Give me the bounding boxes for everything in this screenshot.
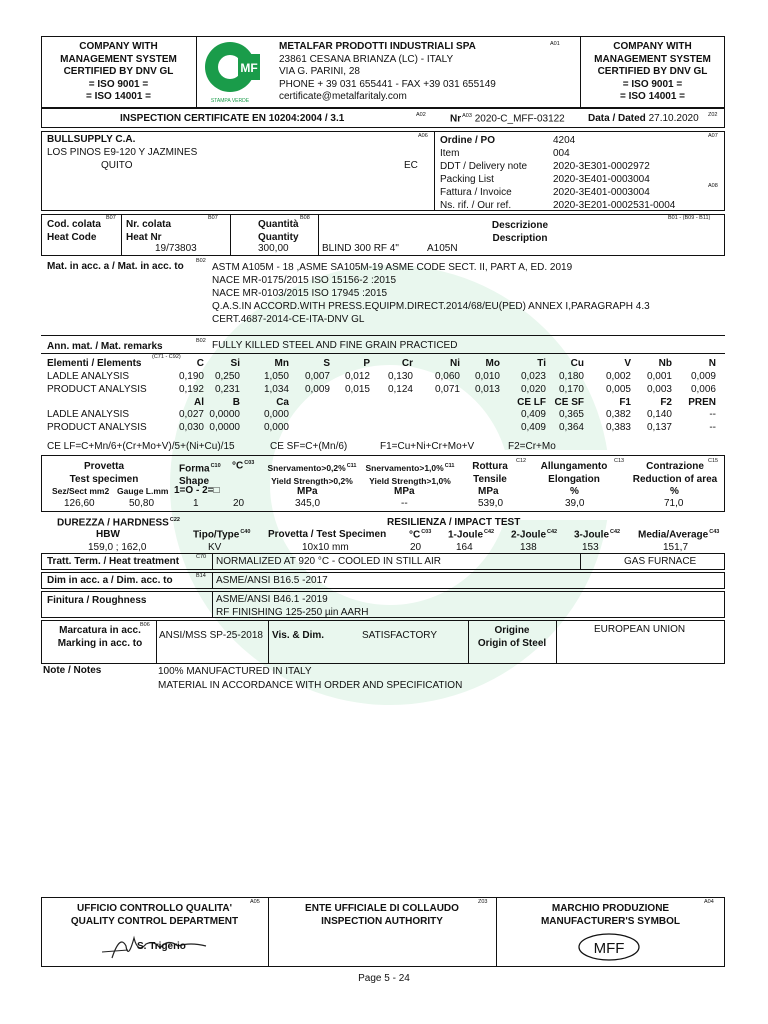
element-header-9: Cu	[570, 358, 584, 369]
qc-department: UFFICIO CONTROLLO QUALITA' QUALITY CONTROL DEPARTMENT	[70, 903, 239, 927]
grade-value: A105N	[427, 243, 458, 254]
order-labels: Ordine / PO Item DDT / Delivery note Packing List Fattura / Invoice Ns. rif. / Our ref.	[440, 135, 528, 211]
ladle-value-8: 0,023	[520, 371, 546, 382]
formula-ce-sf: CE SF=C+(Mn/6)	[270, 441, 348, 452]
notes-label: Note / Notes	[43, 665, 102, 676]
description-header: Descrizione Description	[491, 220, 549, 244]
marking-value: ANSI/MSS SP-25-2018	[159, 630, 263, 641]
ladle-value-3-2: 0,382	[605, 409, 631, 420]
ladle-value-2-0: 0,027	[178, 409, 204, 420]
mff-symbol-icon	[576, 932, 642, 962]
product-value-2: 1,034	[263, 384, 289, 395]
element-header-3-0: CE LF	[517, 397, 546, 408]
ladle-value-3-0: 0,409	[520, 409, 546, 420]
ladle-value-7: 0,010	[474, 371, 500, 382]
ladle-value-2: 1,050	[263, 371, 289, 382]
element-header-5: Cr	[401, 358, 413, 369]
product-value-4: 0,015	[344, 384, 370, 395]
cert-left: COMPANY WITH MANAGEMENT SYSTEM CERTIFIED BY DNV GL = ISO 9001 = = ISO 14001 =	[60, 41, 177, 102]
yield02-header: Snervamento>0,2%$^{C11}$ Yield Strength>0,2%	[267, 462, 357, 486]
joule2-value: 138	[520, 542, 537, 553]
tensile-value: 539,0	[478, 498, 504, 509]
yield10-header: Snervamento>1,0%$^{C11}$ Yield Strength>1,0%	[365, 462, 455, 486]
dim-value: ASME/ANSI B16.5 -2017	[216, 575, 328, 586]
product-value-9: 0,170	[558, 384, 584, 395]
ladle-value-6: 0,060	[434, 371, 460, 382]
ladle-label-2: LADLE ANALYSIS	[47, 409, 130, 420]
material-specs: ASTM A105M - 18 ,ASME SA105M-19 ASME CODE SECT. II, PART A, ED. 2019 NACE MR-0175/2015 ISO 15156-2 :2015 NACE MR-0103/2015 ISO 17945 :2015 Q.A.S.IN ACCORD.WITH PRESS.EQUIPM.DIRECT.2014/68/EU(PED) ANNEX I,PARAGRAPH 4.3 CERT.4687-2014-CE-ITA-DNV GL	[212, 262, 650, 325]
shape-value: 1	[193, 498, 199, 509]
element-header-10: V	[624, 358, 631, 369]
product-label: PRODUCT ANALYSIS	[47, 384, 147, 395]
impact-specimen-value: 10x10 mm	[302, 542, 349, 553]
reduction-value: 71,0	[664, 498, 684, 509]
customer-address: LOS PINOS E9-120 Y JAZMINES	[47, 147, 198, 158]
product-value-3-0: 0,409	[520, 422, 546, 433]
order-values: 4204 004 2020-3E301-0002972 2020-3E401-0003004 2020-3E401-0003004 2020-3E201-0002531-0004	[553, 135, 676, 211]
manufacturer-symbol-label: MARCHIO PRODUZIONE MANUFACTURER'S SYMBOL	[540, 903, 681, 927]
impact-temp-value: 20	[410, 542, 422, 553]
heat-treatment-value: NORMALIZED AT 920 °C - COOLED IN STILL AIR	[216, 556, 441, 567]
product-value-3: 0,009	[304, 384, 330, 395]
elements-label: Elementi / Elements	[47, 358, 142, 369]
inspection-authority: ENTE UFFICIALE DI COLLAUDO INSPECTION AUTHORITY	[305, 903, 459, 927]
ladle-value-5: 0,130	[387, 371, 413, 382]
finish-value: ASME/ANSI B46.1 -2019 RF FINISHING 125-250 µin AARH	[216, 594, 369, 618]
quantity-header: Quantità Quantity	[258, 219, 299, 243]
quantity-value: 300,00	[258, 243, 289, 254]
average-value: 151,7	[663, 542, 689, 553]
description-value: BLIND 300 RF 4"	[322, 243, 399, 254]
element-header-7: Mo	[485, 358, 500, 369]
customer-city: QUITO	[101, 160, 133, 171]
ladle-value-1: 0,250	[214, 371, 240, 382]
product-value-2-0: 0,030	[178, 422, 204, 433]
element-header-3: S	[323, 358, 330, 369]
heat-nr-header: Nr. colata Heat Nr	[126, 219, 172, 243]
product-value-3-1: 0,364	[558, 422, 584, 433]
formula-ce-lf: CE LF=C+Mn/6+(Cr+Mo+V)/5+(Ni+Cu)/15	[47, 441, 235, 452]
element-header-3-1: CE SF	[554, 397, 584, 408]
gauge-value: 50,80	[129, 498, 155, 509]
ladle-value-11: 0,001	[646, 371, 672, 382]
element-header-8: Ti	[537, 358, 546, 369]
material-label: Mat. in acc. a / Mat. in acc. to	[47, 261, 184, 272]
element-header-3-3: F2	[660, 397, 672, 408]
ladle-value-3: 0,007	[304, 371, 330, 382]
elongation-header: Allungamento Elongation	[540, 461, 608, 485]
temp-header: $^\circ C^{C03}$	[232, 460, 255, 472]
shape-options: 1=O - 2=□	[174, 485, 220, 496]
element-header-11: Nb	[658, 358, 672, 369]
tensile-header: Rottura Tensile	[472, 461, 508, 485]
element-header-2-1: B	[232, 397, 240, 408]
product-value-10: 0,005	[605, 384, 631, 395]
element-header-3-2: F1	[619, 397, 631, 408]
product-value-6: 0,071	[434, 384, 460, 395]
formula-f2: F2=Cr+Mo	[508, 441, 556, 452]
element-header-2-2: Ca	[276, 397, 289, 408]
company-info: METALFAR PRODOTTI INDUSTRIALI SPA 23861 CESANA BRIANZA (LC) - ITALY VIA G. PARINI, 28 PHONE + 39 031 655441 - FAX +39 031 655149 certificate@metalfaritaly.com	[279, 41, 496, 102]
customer-name: BULLSUPPLY C.A.	[47, 134, 136, 145]
section-value: 126,60	[64, 498, 95, 509]
shape-header: Forma$^{C10}$ Shape	[179, 463, 221, 488]
product-value-1: 0,231	[214, 384, 240, 395]
element-header-0: C	[196, 358, 204, 369]
impact-label: RESILIENZA / IMPACT TEST	[387, 517, 521, 528]
product-value-8: 0,020	[520, 384, 546, 395]
notes-text: 100% MANUFACTURED IN ITALY MATERIAL IN ACCORDANCE WITH ORDER AND SPECIFICATION	[158, 666, 463, 691]
product-value-2-1: 0,0000	[209, 422, 240, 433]
company-logo	[200, 40, 272, 104]
product-value-3-3: 0,137	[646, 422, 672, 433]
svg-text:STAMPA VERDE: STAMPA VERDE	[210, 98, 250, 104]
specimen-header: Provetta Test specimen	[69, 461, 139, 485]
ladle-value-2-1: 0,0000	[209, 409, 240, 420]
product-value-2-2: 0,000	[263, 422, 289, 433]
ladle-value-3-3: 0,140	[646, 409, 672, 420]
ladle-value-3-4: --	[709, 409, 716, 420]
element-header-12: N	[708, 358, 716, 369]
origin-label: Origine Origin of Steel	[477, 625, 547, 649]
element-header-6: Ni	[450, 358, 460, 369]
reduction-header: Contrazione Reduction of area	[632, 461, 718, 485]
ladle-value-9: 0,180	[558, 371, 584, 382]
origin-value: EUROPEAN UNION	[594, 624, 686, 635]
marking-label: Marcatura in acc. Marking in acc. to	[57, 625, 143, 649]
svg-text:MFF: MFF	[593, 940, 625, 957]
ladle-value-4: 0,012	[344, 371, 370, 382]
remarks-value: FULLY KILLED STEEL AND FINE GRAIN PRACTICED	[212, 340, 458, 351]
product-value-0: 0,192	[178, 384, 204, 395]
heat-code-header: Cod. colata Heat Code	[47, 219, 101, 243]
element-header-1: Si	[230, 358, 240, 369]
ladle-value-10: 0,002	[605, 371, 631, 382]
product-value-11: 0,003	[646, 384, 672, 395]
cert-right: COMPANY WITH MANAGEMENT SYSTEM CERTIFIED BY DNV GL = ISO 9001 = = ISO 14001 =	[594, 41, 711, 102]
joule3-value: 153	[582, 542, 599, 553]
tensile-temp-value: 20	[233, 498, 245, 509]
product-label-2: PRODUCT ANALYSIS	[47, 422, 147, 433]
ladle-value-2-2: 0,000	[263, 409, 289, 420]
svg-text:MF: MF	[240, 61, 258, 75]
product-value-12: 0,006	[690, 384, 716, 395]
ladle-value-12: 0,009	[690, 371, 716, 382]
ladle-value-3-1: 0,365	[558, 409, 584, 420]
element-header-4: P	[363, 358, 370, 369]
joule1-value: 164	[456, 542, 473, 553]
product-value-7: 0,013	[474, 384, 500, 395]
signer-name: S. Trigerio	[137, 941, 186, 952]
ladle-value-0: 0,190	[178, 371, 204, 382]
yield02-value: 345,0	[295, 498, 321, 509]
furnace-value: GAS FURNACE	[624, 556, 697, 567]
cert-date: Data / Dated 27.10.2020	[588, 113, 699, 124]
heat-nr-value: 19/73803	[155, 243, 197, 254]
hardness-value: 159,0 ; 162,0	[88, 542, 147, 553]
cert-title: INSPECTION CERTIFICATE EN 10204:2004 / 3.1	[120, 113, 345, 124]
visual-value: SATISFACTORY	[362, 630, 438, 641]
element-header-2-0: Al	[194, 397, 204, 408]
elongation-value: 39,0	[565, 498, 585, 509]
element-header-3-4: PREN	[688, 397, 716, 408]
product-value-5: 0,124	[387, 384, 413, 395]
product-value-3-4: --	[709, 422, 716, 433]
hardness-label: DUREZZA / $HARDNESS^{C22}$	[57, 517, 180, 529]
customer-country: EC	[404, 160, 418, 171]
formula-f1: F1=Cu+Ni+Cr+Mo+V	[380, 441, 475, 452]
ladle-label: LADLE ANALYSIS	[47, 371, 130, 382]
remarks-label: Ann. mat. / Mat. remarks	[47, 341, 163, 352]
cert-number: $Nr^{A03}$ 2020-C_MFF-03122	[450, 113, 565, 125]
page-number: Page 5 - 24	[358, 973, 410, 984]
impact-type-value: KV	[208, 542, 222, 553]
yield10-value: --	[401, 498, 408, 509]
product-value-3-2: 0,383	[605, 422, 631, 433]
element-header-2: Mn	[274, 358, 289, 369]
